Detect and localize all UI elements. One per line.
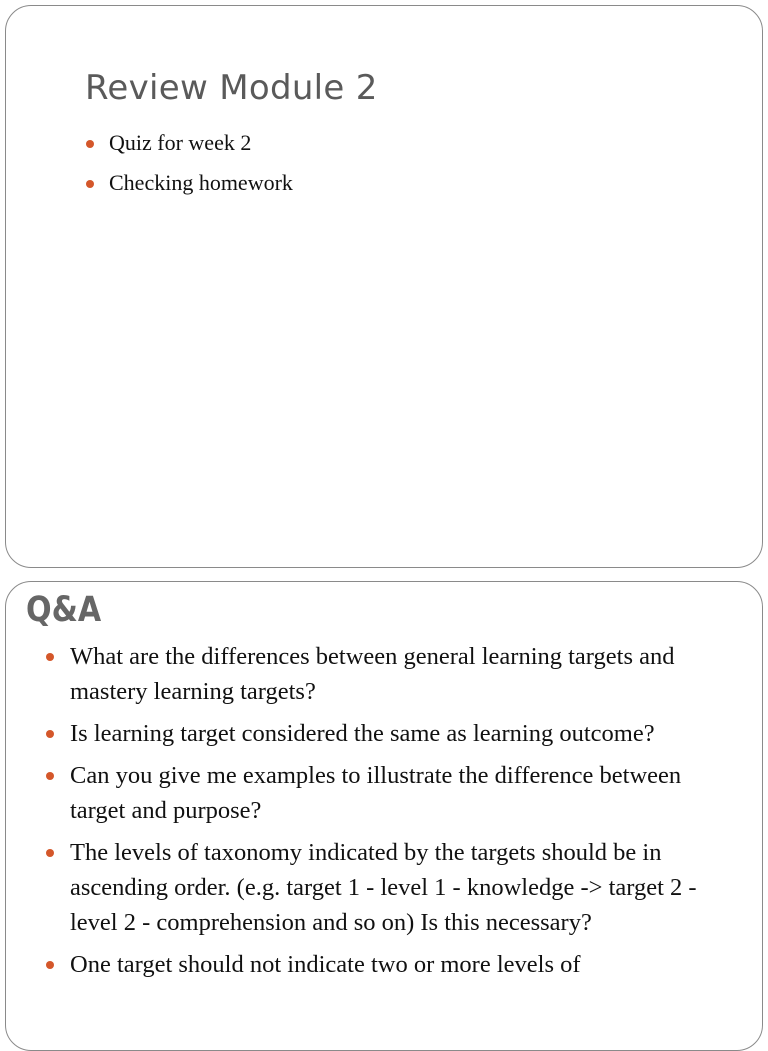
list-item-text: The levels of taxonomy indicated by the targets should be in ascending order. (e.g. target 1 - level 1 - knowledge -> target 2 - level 2 - comprehension and so on) Is this necessary? bbox=[70, 839, 697, 936]
bullet-dot-icon bbox=[46, 730, 54, 738]
slide-review-module-2 bbox=[5, 5, 763, 568]
bullet-list bbox=[86, 130, 726, 210]
list-item bbox=[46, 835, 736, 940]
list-item-text: Checking homework bbox=[109, 170, 293, 195]
bullet-dot-icon bbox=[46, 653, 54, 661]
list-item bbox=[46, 758, 736, 828]
bullet-dot-icon bbox=[46, 961, 54, 969]
slide-qa bbox=[5, 581, 763, 1051]
slide-title: Review Module 2 bbox=[85, 68, 378, 108]
list-item-text: What are the differences between general learning targets and mastery learning targets? bbox=[70, 643, 675, 705]
list-item bbox=[46, 947, 736, 982]
bullet-dot-icon bbox=[86, 180, 94, 188]
list-item bbox=[46, 639, 736, 709]
bullet-dot-icon bbox=[46, 772, 54, 780]
bullet-list bbox=[46, 639, 736, 989]
list-item-text: One target should not indicate two or more levels of bbox=[70, 951, 581, 978]
list-item bbox=[86, 170, 726, 196]
list-item bbox=[46, 716, 736, 751]
bullet-dot-icon bbox=[46, 849, 54, 857]
slide-title: Q&A bbox=[26, 590, 102, 630]
list-item-text: Can you give me examples to illustrate the difference between target and purpose? bbox=[70, 762, 682, 824]
list-item bbox=[86, 130, 726, 156]
list-item-text: Is learning target considered the same as learning outcome? bbox=[70, 720, 655, 747]
list-item-text: Quiz for week 2 bbox=[109, 130, 252, 155]
bullet-dot-icon bbox=[86, 140, 94, 148]
